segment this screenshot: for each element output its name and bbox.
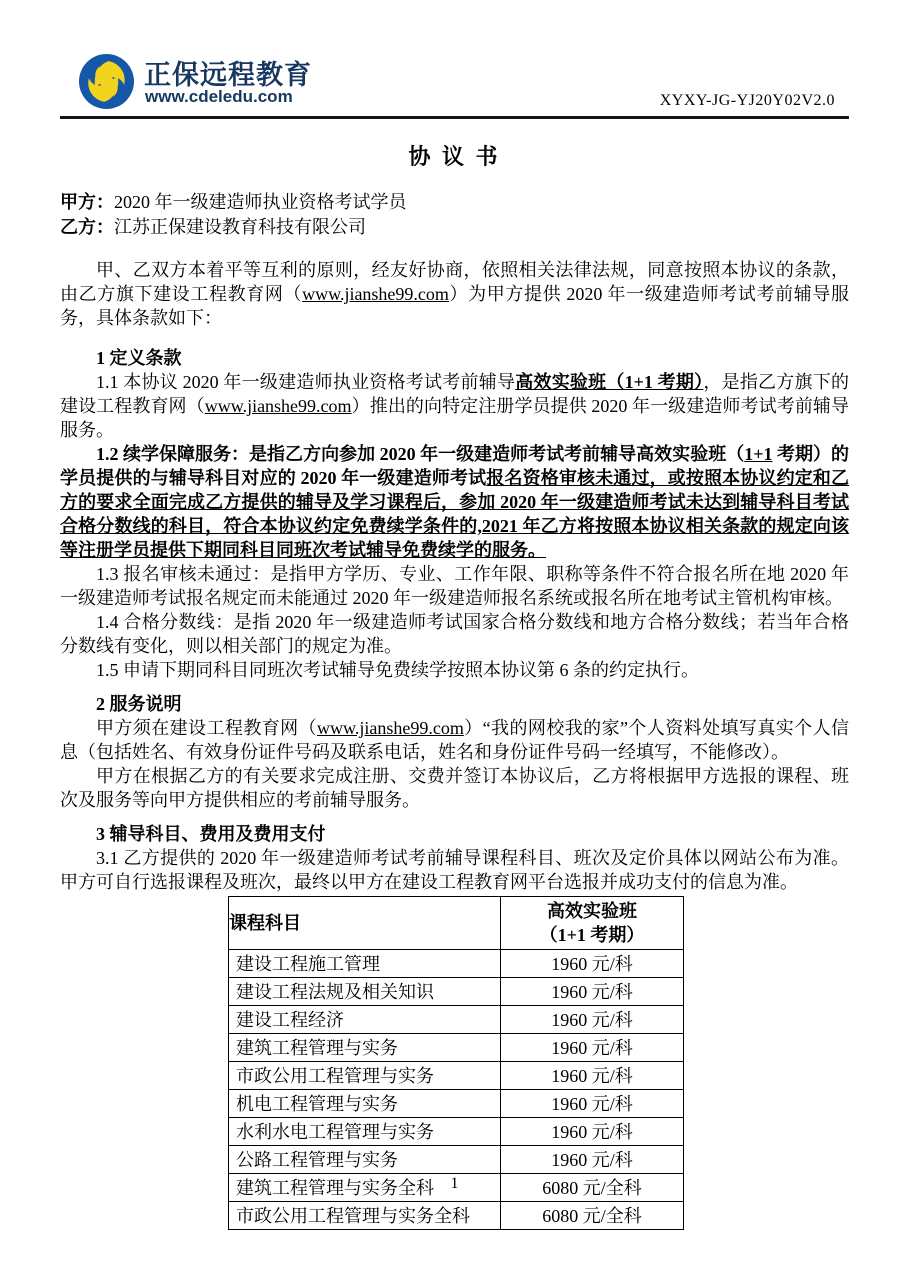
- brand-name: 正保远程教育: [144, 60, 312, 90]
- text-run: 报名资格审核未通过，或按照本协议约定和乙方的要求全面完成乙方提供的辅导及学习课程后，参加 2020 年一级建造师考试未达到辅导科目考试合格分数线的科目，符合本协议约定免费续学条件的,2021 年乙方将按照本协议相关条款的规定向该等注册学员提供下期同科目同班次考试辅导免费续学的服务。: [60, 468, 850, 560]
- price-cell: 1960 元/科: [501, 1090, 684, 1118]
- price-cell: 1960 元/科: [501, 950, 684, 978]
- subject-cell: 市政公用工程管理与实务: [229, 1062, 501, 1090]
- subject-cell: 市政公用工程管理与实务全科: [229, 1202, 501, 1230]
- text-run: 考期）的学员提供的与辅导科目对应的 2020 年一级建造师考试: [60, 444, 850, 488]
- text-run: www.jianshe99.com: [204, 396, 352, 416]
- text-run: ，是指乙方旗下的建设工程教育网（: [60, 372, 850, 416]
- subject-cell: 建筑工程管理与实务全科: [229, 1174, 501, 1202]
- party-b-line: [60, 215, 407, 240]
- party-a-value: 2020 年一级建造师执业资格考试学员: [114, 192, 407, 212]
- text-run: 1.5 申请下期同科目同班次考试辅导免费续学按照本协议第 6 条的约定执行。: [96, 660, 699, 680]
- subject-cell: 建设工程经济: [229, 1006, 501, 1034]
- class-term-line: （1+1 考期）: [539, 925, 645, 945]
- text-run: 3.1 乙方提供的 2020 年一级建造师考试考前辅导课程科目、班次及定价具体以网站公布为准。甲方可自行选报课程及班次，最终以甲方在建设工程教育网平台选报并成功支付的信息为准。: [60, 848, 849, 892]
- text-run: 1+1: [744, 444, 773, 464]
- subject-cell: 公路工程管理与实务: [229, 1146, 501, 1174]
- price-cell: 1960 元/科: [501, 1034, 684, 1062]
- clause-2-2: [60, 764, 849, 812]
- subject-cell: 建设工程施工管理: [229, 950, 501, 978]
- section-1-heading: 1 定义条款: [96, 348, 182, 368]
- text-run: ）为甲方提供 2020 年一级建造师考试考前辅导服务，具体条款如下：: [60, 284, 850, 328]
- column-header-subject: 课程科目: [229, 897, 501, 950]
- price-cell: 1960 元/科: [501, 1062, 684, 1090]
- table-row: [229, 1090, 684, 1118]
- section-3-heading: 3 辅导科目、费用及费用支付: [96, 824, 326, 844]
- price-cell: 6080 元/全科: [501, 1174, 684, 1202]
- text-run: 1.3 报名审核未通过：是指甲方学历、专业、工作年限、职称等条件不符合报名所在地 2020 年一级建造师考试报名规定而未能通过 2020 年一级建造师报名系统或报名所在地考试主管机构审核。: [60, 564, 849, 608]
- subject-cell: 建筑工程管理与实务: [229, 1034, 501, 1062]
- clause-1-2: [60, 442, 849, 562]
- table-row: [229, 978, 684, 1006]
- subject-cell: 机电工程管理与实务: [229, 1090, 501, 1118]
- party-b-value: 江苏正保建设教育科技有限公司: [114, 217, 366, 237]
- fee-table-header: [229, 897, 684, 950]
- text-run: ）推出的向特定注册学员提供 2020 年一级建造师考试考前辅导服务。: [60, 396, 850, 440]
- clause-3-1: [60, 846, 849, 894]
- text-run: 甲、乙双方本着平等互利的原则，经友好协商，依照相关法律法规，同意按照本协议的条款，由乙方旗下建设工程教育网（: [60, 260, 849, 304]
- price-cell: 1960 元/科: [501, 1118, 684, 1146]
- intro-paragraph: [60, 258, 849, 330]
- page-title: 协 议 书: [408, 144, 501, 169]
- text-run: 高效实验班（1+1 考期）: [515, 372, 704, 392]
- text-run: 甲方须在建设工程教育网（: [96, 718, 318, 738]
- page-number: 1: [450, 1175, 459, 1192]
- clause-1-3: [60, 562, 849, 610]
- table-row: [229, 1006, 684, 1034]
- text-run: www.jianshe99.com: [317, 718, 464, 738]
- table-row: [229, 1062, 684, 1090]
- price-cell: 1960 元/科: [501, 1146, 684, 1174]
- section-2-heading: 2 服务说明: [96, 694, 182, 714]
- parties-block: [60, 190, 407, 240]
- price-cell: 1960 元/科: [501, 978, 684, 1006]
- text-run: ）“我的网校我的家”个人资料处填写真实个人信息（包括姓名、有效身份证件号码及联系电话，姓名和身份证件号码一经填写，不能修改）。: [60, 718, 849, 762]
- table-row: [229, 1034, 684, 1062]
- subject-cell: 建设工程法规及相关知识: [229, 978, 501, 1006]
- document-body: [60, 258, 849, 1230]
- brand-logo-icon: [79, 54, 134, 109]
- table-row: [229, 950, 684, 978]
- text-run: 1.4 合格分数线：是指 2020 年一级建造师考试国家合格分数线和地方合格分数线；若当年合格分数线有变化，则以相关部门的规定为准。: [60, 612, 849, 656]
- party-a-line: [60, 190, 407, 215]
- header-divider: [60, 116, 849, 119]
- text-run: 1.2 续学保障服务：是指乙方向参加 2020 年一级建造师考试考前辅导高效实验班（: [96, 444, 745, 464]
- header-row: [229, 897, 684, 950]
- table-row: [229, 1118, 684, 1146]
- table-row: [229, 1202, 684, 1230]
- table-row: [229, 1146, 684, 1174]
- price-cell: 1960 元/科: [501, 1006, 684, 1034]
- brand-url: www.cdeledu.com: [145, 87, 293, 106]
- subject-cell: 水利水电工程管理与实务: [229, 1118, 501, 1146]
- clause-2-1: [60, 716, 849, 764]
- clause-1-5: [60, 658, 849, 682]
- clause-1-1: [60, 370, 849, 442]
- price-cell: 6080 元/全科: [501, 1202, 684, 1230]
- class-name-line: 高效实验班: [547, 901, 637, 921]
- text-run: 甲方在根据乙方的有关要求完成注册、交费并签订本协议后，乙方将根据甲方选报的课程、班次及服务等向甲方提供相应的考前辅导服务。: [60, 766, 849, 810]
- clause-1-4: [60, 610, 849, 658]
- text-run: 1.1 本协议 2020 年一级建造师执业资格考试考前辅导: [96, 372, 516, 392]
- column-header-class: [501, 897, 684, 950]
- party-b-label: 乙方：: [60, 217, 114, 237]
- text-run: www.jianshe99.com: [302, 284, 449, 304]
- party-a-label: 甲方：: [60, 192, 114, 212]
- document-code: XYXY-JG-YJ20Y02V2.0: [659, 92, 835, 109]
